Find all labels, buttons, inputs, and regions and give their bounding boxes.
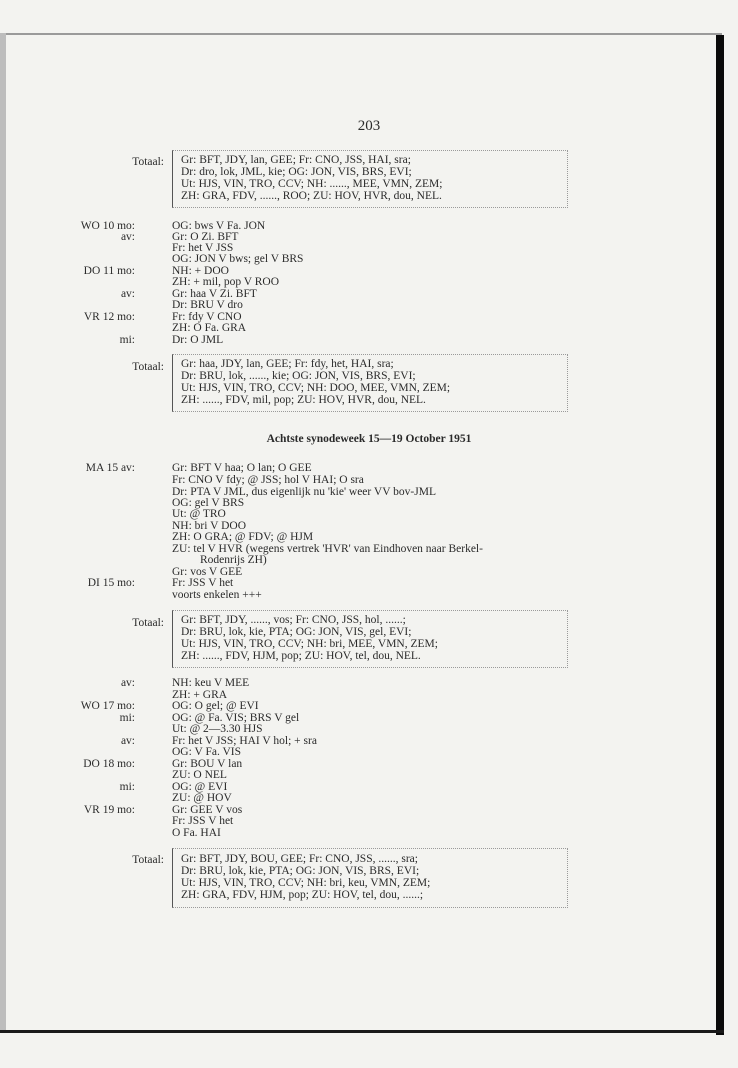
entry-line: NH: + DOO (172, 265, 229, 277)
entry-line: Gr: haa V Zi. BFT (172, 288, 257, 300)
totaal-line: Gr: haa, JDY, lan, GEE; Fr: fdy, het, HAI, sra; (181, 358, 394, 370)
page-bottom-edge (0, 1030, 724, 1033)
page-left-edge (0, 33, 6, 1033)
day-label: mi: (119, 712, 135, 724)
day-label: DI 15 mo: (87, 577, 135, 589)
totaal-line: ZH: ......, FDV, HJM, pop; ZU: HOV, tel, dou, NEL. (181, 650, 421, 662)
day-label: av: (120, 231, 135, 243)
entry-line: OG: @ Fa. VIS; BRS V gel (172, 712, 300, 724)
page-top-edge (0, 33, 722, 35)
entry-line: OG: JON V bws; gel V BRS (172, 253, 304, 265)
entry-line: Ut: @ 2—3.30 HJS (172, 723, 263, 735)
totaal-box (172, 610, 568, 668)
entry-line: ZH: + mil, pop V ROO (172, 276, 280, 288)
totaal-label: Totaal: (132, 361, 164, 373)
entry-line: Gr: BFT V haa; O lan; O GEE (172, 462, 312, 474)
entry-line: Gr: O Zi. BFT (172, 231, 239, 243)
entry-line: Gr: GEE V vos (172, 804, 243, 816)
totaal-line: Dr: BRU, lok, kie, PTA; OG: JON, VIS, BRS, EVI; (181, 865, 420, 877)
entry-line: Ut: @ TRO (172, 508, 226, 520)
entry-line: OG: @ EVI (172, 781, 228, 793)
entry-line: ZU: tel V HVR (wegens vertrek 'HVR' van Eindhoven naar Berkel- (172, 543, 483, 555)
totaal-line: Gr: BFT, JDY, lan, GEE; Fr: CNO, JSS, HAI, sra; (181, 154, 411, 166)
totaal-line: Dr: BRU, lok, ......, kie; OG: JON, VIS, BRS, EVI; (181, 370, 416, 382)
entry-line: NH: bri V DOO (172, 520, 247, 532)
entry-line: Dr: PTA V JML, dus eigenlijk nu 'kie' weer VV bov-JML (172, 486, 436, 498)
entry-line: Gr: vos V GEE (172, 566, 243, 578)
entry-line: ZH: + GRA (172, 689, 228, 701)
entry-line: Fr: CNO V fdy; @ JSS; hol V HAI; O sra (172, 474, 364, 486)
day-label: mi: (119, 781, 135, 793)
totaal-line: Gr: BFT, JDY, BOU, GEE; Fr: CNO, JSS, ......, sra; (181, 853, 418, 865)
totaal-line: Ut: HJS, VIN, TRO, CCV; NH: DOO, MEE, VMN, ZEM; (181, 382, 451, 394)
day-label: av: (120, 288, 135, 300)
day-label: mi: (119, 334, 135, 346)
day-label: MA 15 av: (85, 462, 135, 474)
entry-line: Fr: het V JSS (172, 242, 234, 254)
entry-line: OG: V Fa. VIS (172, 746, 242, 758)
day-label: VR 12 mo: (83, 311, 135, 323)
entry-line: O Fa. HAI (172, 827, 221, 839)
totaal-line: ZH: ......, FDV, mil, pop; ZU: HOV, HVR, dou, NEL. (181, 394, 426, 406)
entry-line: ZH: O Fa. GRA (172, 322, 247, 334)
totaal-line: Ut: HJS, VIN, TRO, CCV; NH: bri, MEE, VMN, ZEM; (181, 638, 438, 650)
totaal-line: ZH: GRA, FDV, HJM, pop; ZU: HOV, tel, dou, ......; (181, 889, 424, 901)
page-number: 203 (357, 118, 381, 134)
entry-line: ZU: @ HOV (172, 792, 232, 804)
totaal-box (172, 150, 568, 208)
page-right-edge (716, 35, 724, 1035)
entry-line: ZU: O NEL (172, 769, 227, 781)
day-label: DO 11 mo: (83, 265, 135, 277)
day-label: DO 18 mo: (83, 758, 135, 770)
totaal-box (172, 848, 568, 908)
entry-line: OG: O gel; @ EVI (172, 700, 259, 712)
section-heading: Achtste synodeweek 15—19 October 1951 (266, 433, 472, 445)
entry-line: voorts enkelen +++ (172, 589, 262, 601)
totaal-line: Gr: BFT, JDY, ......, vos; Fr: CNO, JSS, hol, ......; (181, 614, 406, 626)
entry-line: Dr: BRU V dro (172, 299, 243, 311)
totaal-label: Totaal: (132, 854, 164, 866)
totaal-line: Dr: dro, lok, JML, kie; OG: JON, VIS, BRS, EVI; (181, 166, 412, 178)
totaal-line: ZH: GRA, FDV, ......, ROO; ZU: HOV, HVR, dou, NEL. (181, 190, 442, 202)
day-label: av: (120, 735, 135, 747)
entry-line: OG: gel V BRS (172, 497, 245, 509)
totaal-label: Totaal: (132, 617, 164, 629)
day-label: av: (120, 677, 135, 689)
entry-line: Gr: BOU V lan (172, 758, 243, 770)
totaal-line: Dr: BRU, lok, kie, PTA; OG: JON, VIS, gel, EVI; (181, 626, 412, 638)
entry-line: Dr: O JML (172, 334, 224, 346)
entry-line: Fr: fdy V CNO (172, 311, 242, 323)
entry-line: Fr: JSS V het (172, 577, 234, 589)
totaal-label: Totaal: (132, 156, 164, 168)
totaal-line: Ut: HJS, VIN, TRO, CCV; NH: bri, keu, VMN, ZEM; (181, 877, 431, 889)
entry-line: NH: keu V MEE (172, 677, 250, 689)
entry-line: Fr: JSS V het (172, 815, 234, 827)
entry-line: Rodenrijs ZH) (200, 554, 267, 566)
day-label: WO 10 mo: (80, 220, 135, 232)
day-label: VR 19 mo: (83, 804, 135, 816)
entry-line: Fr: het V JSS; HAI V hol; + sra (172, 735, 317, 747)
entry-line: OG: bws V Fa. JON (172, 220, 266, 232)
day-label: WO 17 mo: (80, 700, 135, 712)
entry-line: ZH: O GRA; @ FDV; @ HJM (172, 531, 314, 543)
totaal-box (172, 354, 568, 412)
totaal-line: Ut: HJS, VIN, TRO, CCV; NH: ......, MEE, VMN, ZEM; (181, 178, 443, 190)
